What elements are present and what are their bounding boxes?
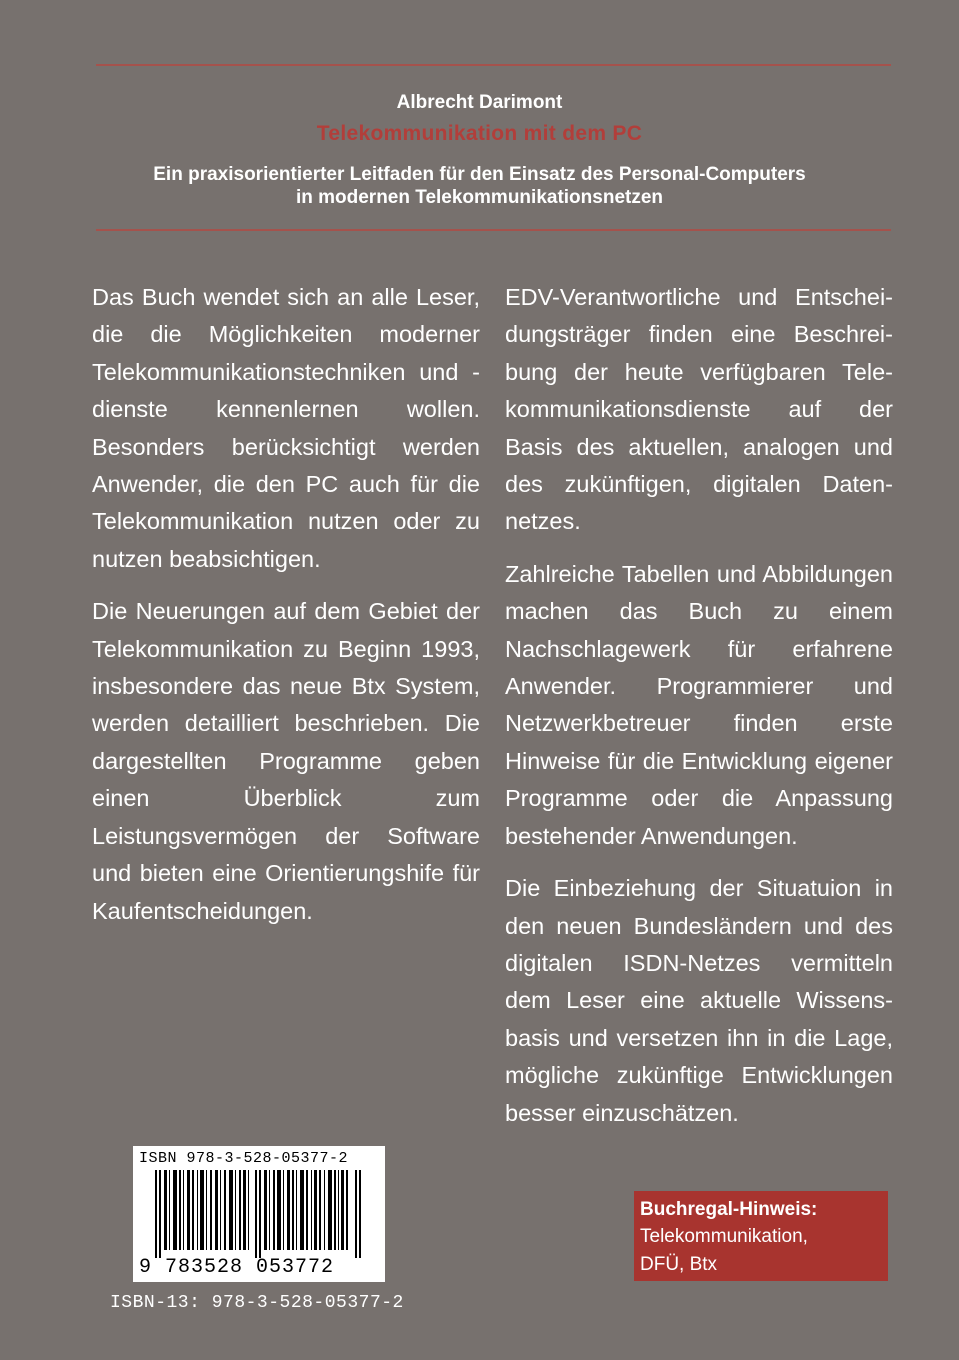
barcode-label: [133, 1146, 385, 1282]
shelf-hint-heading: Buchregal-Hinweis:: [640, 1199, 818, 1220]
author-name: Albrecht Darimont: [396, 92, 563, 113]
barcode-digits: 9 783528 053772: [139, 1256, 335, 1279]
paragraph-isdn: Die Einbeziehung der Situatuion in den neuen Bundesländern und des digitalen ISDN-Netzes vermitteln dem Leser eine aktuelle Wissensbasis und versetzen ihn in die Lage, mögliche zukünftige Entwicklungen besser einzuschätzen.: [505, 875, 893, 1126]
book-title: Telekommunikation mit dem PC: [316, 122, 643, 145]
subtitle-line-2: in modernen Telekommunikationsnetzen: [295, 187, 664, 208]
shelf-hint-line-1: Telekommunikation,: [640, 1226, 808, 1247]
shelf-hint-box: [634, 1191, 888, 1281]
paragraph-intro: Das Buch wendet sich an alle Leser, die die Möglichkeiten moderner Telekommunikationstechniken und -dienste kennenlernen wollen. Besonders berücksichtigt werden Anwender, die den PC auch für die Telekommunikation nutzen oder zu nutzen beabsichtigen.: [92, 284, 480, 572]
paragraph-tables: Zahlreiche Tabellen und Abbildungen machen das Buch zu einem Nachschlagewerk für erfahrene Anwender. Programmierer und Netzwerkbetreuer finden erste Hinweise für die Entwicklung eigener Programme oder die Anpassung bestehender Anwendungen.: [505, 560, 893, 849]
book-subtitle: [0, 163, 959, 209]
paragraph-innovations: Die Neuerungen auf dem Gebiet der Telekommunikation zu Beginn 1993, insbesondere das neue Btx System, werden detailliert beschrieben. Die dargestellten Programme geben einen Überblick zum Leistungsvermögen der Software und bieten eine Orientierungshife für Kaufentscheidungen.: [92, 598, 480, 924]
subtitle-line-1: Ein praxisorientierter Leitfaden für den Einsatz des Personal-Computers: [153, 164, 806, 185]
isbn-13-text: ISBN-13: 978-3-528-05377-2: [110, 1293, 404, 1313]
header-bottom-divider: [96, 229, 891, 231]
barcode-bars: [153, 1170, 368, 1258]
shelf-hint-line-2: DFÜ, Btx: [640, 1254, 718, 1275]
paragraph-edv: EDV-Verantwortliche und Entscheidungsträger finden eine Beschreibung der heute verfügbaren Telekommunikationsdienste auf der Basis des aktuellen, analogen und des zukünftigen, digitalen Datennetzes.: [505, 284, 893, 535]
top-divider: [96, 64, 891, 66]
left-text-column: [92, 279, 480, 945]
right-text-column: [505, 279, 893, 1147]
barcode-isbn-text: ISBN 978-3-528-05377-2: [139, 1150, 349, 1167]
